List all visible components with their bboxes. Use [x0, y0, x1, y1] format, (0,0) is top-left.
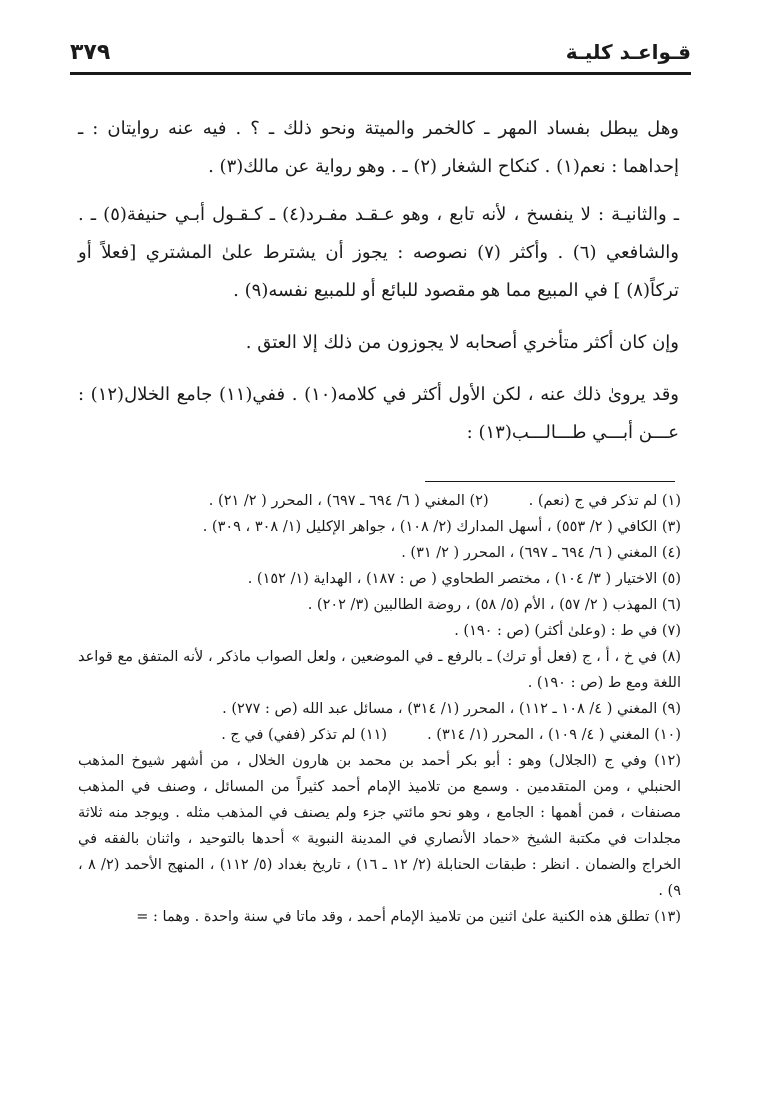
page-header [70, 40, 691, 72]
paragraph: وهل يبطل بفساد المهر ـ كالخمر والميتة ونحو ذلك ـ ؟ . فيه عنه روايتان : ـ إحداهما : نعم(١) . كنكاح الشغار (٢) ـ . وهو رواية عن مالك(٣) . [78, 118, 679, 177]
page-number: ٣٧٩ [70, 40, 111, 65]
main-text [78, 110, 679, 466]
footnote-row [78, 722, 681, 748]
footnote: (١٣) تطلق هذه الكنية علىٰ اثنين من تلاميذ الإمام أحمد ، وقد ماتا في سنة واحدة . وهما : = [136, 909, 681, 925]
footnote: (١٠) المغني ( ٤/ ١٠٩) ، المحرر (١/ ٣١٤) . [427, 727, 681, 743]
footnote: (٣) الكافي ( ٢/ ٥٥٣) ، أسهل المدارك (٢/ ١٠٨) ، جواهر الإكليل (١/ ٣٠٨ ، ٣٠٩) . [202, 519, 681, 535]
footnote: (٦) المهذب ( ٢/ ٥٧) ، الأم (٥/ ٥٨) ، روضة الطالبين (٣/ ٢٠٢) . [307, 597, 681, 613]
footnote-divider [425, 481, 675, 482]
footnotes [78, 488, 681, 930]
paragraph: وإن كان أكثر متأخري أصحابه لا يجوزون من ذلك إلا العتق . [245, 332, 679, 353]
footnote: (٧) في ط : (وعلىٰ أكثر) (ص : ١٩٠) . [454, 623, 681, 639]
footnote: (٢) المغني ( ٦/ ٦٩٤ ـ ٦٩٧) ، المحرر ( ٢/ ٢١) . [208, 493, 489, 509]
footnote-row [78, 488, 681, 514]
footnote: (١١) لم تذكر (ففي) في ج . [221, 727, 388, 743]
footnote: (٤) المغني ( ٦/ ٦٩٤ ـ ٦٩٧) ، المحرر ( ٢/ ٣١) . [401, 545, 681, 561]
footnote: (٨) في خ ، أ ، ج (فعل أو ترك) ـ بالرفع ـ في الموضعين ، ولعل الصواب ماذكر ، لأنه المتفق مع قواعد اللغة ومع ط (ص : ١٩٠) . [78, 649, 681, 691]
running-title: قـواعـد كليـة [565, 40, 691, 64]
footnote: (١٢) وفي ج (الجلال) وهو : أبو بكر أحمد بن محمد بن هارون الخلال ، من أشهر شيوخ المذهب الحنبلي ، ومن المتقدمين . وسمع من تلاميذ الإمام أحمد كثيراً من المسائل ، وصنف في المذهب مصنفات ، فمن أهمها : الجامع ، وهو نحو مائتي جزء ولم يصنف في المذهب مثله . ويوجد منه ثلاثة مجلدات في مكتبة الشيخ «حماد الأنصاري في المدينة النبوية » أحدها بالتوحيد ، واثنان بالفقه في الخراج والضمان . انظر : طبقات الحنابلة (٢/ ١٢ ـ ١٦) ، تاريخ بغداد (٥/ ١١٢) ، المنهج الأحمد (٢/ ٨ ، ٩) . [78, 753, 681, 899]
paragraph: وقد يروىٰ ذلك عنه ، لكن الأول أكثر في كلامه(١٠) . ففي(١١) جامع الخلال(١٢) : عـــن أبـــي طـــالـــب(١٣) : [78, 384, 680, 443]
paragraph: ـ والثانيـة : لا ينفسخ ، لأنه تابع ، وهو عـقـد مفـرد(٤) ـ كـقـول أبـي حنيفة(٥) ـ . والشافعي (٦) . وأكثر (٧) نصوصه : يجوز أن يشترط علىٰ المشتري [فعلاً أو تركاً(٨) ] في المبيع مما هو مقصود للبائع أو للمبيع نفسه(٩) . [78, 204, 680, 301]
header-divider [70, 72, 691, 75]
footnote: (٥) الاختيار ( ٣/ ١٠٤) ، مختصر الطحاوي ( ص : ١٨٧) ، الهداية (١/ ١٥٢) . [247, 571, 681, 587]
footnote: (٩) المغني ( ٤/ ١٠٨ ـ ١١٢) ، المحرر (١/ ٣١٤) ، مسائل عبد الله (ص : ٢٧٧) . [222, 701, 681, 717]
footnote: (١) لم تذكر في ج (نعم) . [528, 493, 681, 509]
